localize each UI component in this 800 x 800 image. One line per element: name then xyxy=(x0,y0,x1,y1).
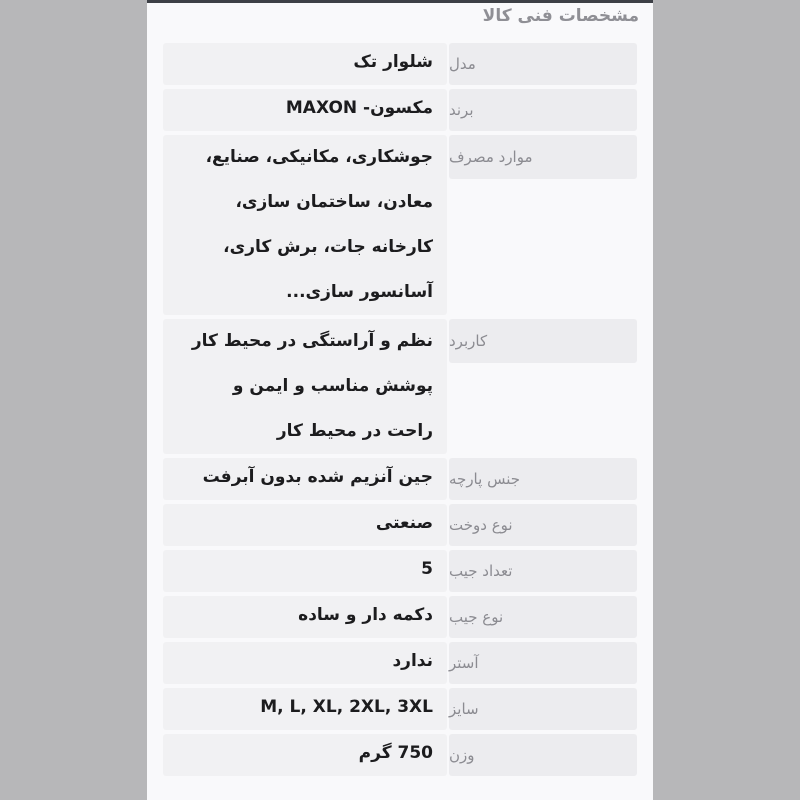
spec-row-pocket-count xyxy=(163,550,637,592)
spec-label: موارد مصرف xyxy=(449,135,637,179)
spec-label: کاربرد xyxy=(449,319,637,363)
spec-row-brand xyxy=(163,89,637,131)
spec-value: مکسون- MAXON xyxy=(163,89,447,131)
spec-row-fabric xyxy=(163,458,637,500)
spec-label: آستر xyxy=(449,642,637,684)
spec-row-size xyxy=(163,688,637,730)
spec-value: صنعتی xyxy=(163,504,447,546)
spec-value: 5 xyxy=(163,550,447,592)
spec-label: مدل xyxy=(449,43,637,85)
spec-row-application xyxy=(163,319,637,454)
spec-value: جوشکاری، مکانیکی، صنایع، معادن، ساختمان سازی، کارخانه جات، برش کاری، آسانسور سازی... xyxy=(163,135,447,315)
spec-label: سایز xyxy=(449,688,637,730)
spec-row-pocket-type xyxy=(163,596,637,638)
spec-value: شلوار تک xyxy=(163,43,447,85)
spec-row-weight xyxy=(163,734,637,776)
spec-row-model xyxy=(163,43,637,85)
spec-label: وزن xyxy=(449,734,637,776)
spec-label: تعداد جیب xyxy=(449,550,637,592)
spec-label: جنس پارچه xyxy=(449,458,637,500)
spec-row-lining xyxy=(163,642,637,684)
spec-value: دکمه دار و ساده xyxy=(163,596,447,638)
spec-value: ندارد xyxy=(163,642,447,684)
specs-card xyxy=(147,0,653,800)
spec-label: نوع دوخت xyxy=(449,504,637,546)
spec-label: نوع جیب xyxy=(449,596,637,638)
spec-value: جین آنزیم شده بدون آبرفت xyxy=(163,458,447,500)
spec-label: برند xyxy=(449,89,637,131)
section-title: مشخصات فنی کالا xyxy=(482,6,639,26)
spec-value: M, L, XL, 2XL, 3XL xyxy=(163,688,447,730)
spec-row-usage xyxy=(163,135,637,315)
spec-value: 750 گرم xyxy=(163,734,447,776)
spec-row-stitch xyxy=(163,504,637,546)
specs-table xyxy=(163,43,637,780)
spec-value: نظم و آراستگی در محیط کار پوشش مناسب و ایمن و راحت در محیط کار xyxy=(163,319,447,454)
